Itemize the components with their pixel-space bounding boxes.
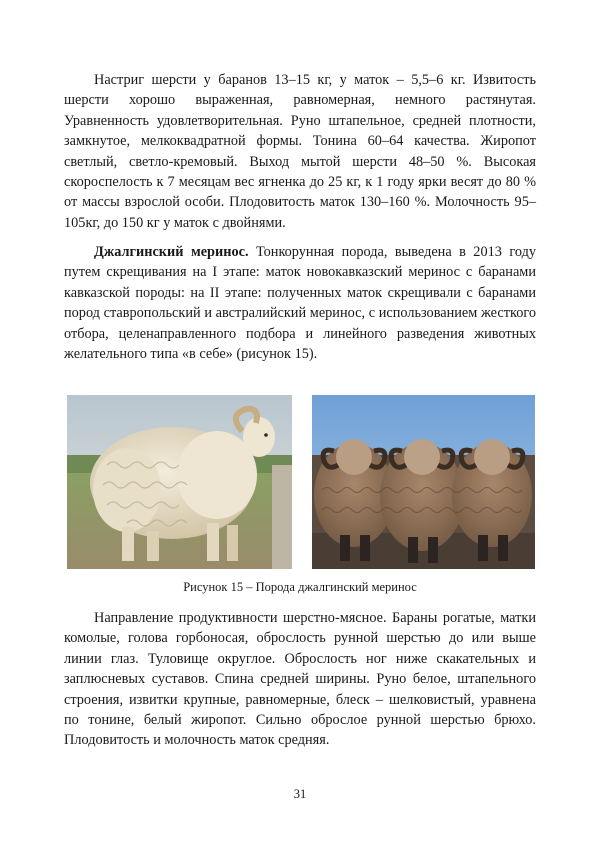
- paragraph-productivity: Направление продуктивности шерстно-мясное. Бараны рогатые, матки комолые, голова горбоносая, оброслость рунной шерстью до или выше линии глаз. Туловище округлое. Оброслость ног ниже скакательных и заплюсневых суставов. Спина средней ширины. Руно белое, штапельного строения, извитки крупные, равномерные, блеск – шелковистый, уравнена по тонине, белый жиропот. Сильно оброслое рунной шерстью брюхо. Плодовитость и молочность маток средняя.: [64, 610, 536, 749]
- breed-description-text: Тонкорунная порода, выведена в 2013 году путем скрещивания на I этапе: маток новокавказский меринос с баранами кавказской породы: на II этапе: полученных маток скрещивали с баранами пород ставропольский и австралийский меринос, с использованием жесткого отбора, целенаправленного подбора и линейного разведения животных желательного типа «в себе» (рисунок 15).: [64, 244, 536, 363]
- figure-caption: Рисунок 15 – Порода джалгинский меринос: [183, 580, 417, 594]
- paragraph-wool-characteristics: Настриг шерсти у баранов 13–15 кг, у маток – 5,5–6 кг. Извитость шерсти хорошо выраженная, равномерная, немного растянутая. Уравненность удовлетворительная. Руно штапельное, средней плотности, замкнутое, мелкоквадратной формы. Тонина 60–64 качества. Жиропот светлый, светло-кремовый. Выход мытой шерсти 48–50 %. Высокая скороспелость к 7 месяцам вес ягненка до 25 кг, к 1 году ярки весят до 80 % от массы взрослой особи. Плодовитость маток 130–160 %. Молочность 95–105кг, до 150 кг у маток с двойнями.: [64, 72, 536, 231]
- page-number: 31: [293, 787, 307, 801]
- photo-three-merino-rams: [312, 395, 535, 569]
- breed-name-heading: Джалгинский меринос.: [94, 244, 249, 260]
- paragraph-breed-description: [64, 242, 536, 364]
- photo-single-merino-ram: [67, 395, 292, 569]
